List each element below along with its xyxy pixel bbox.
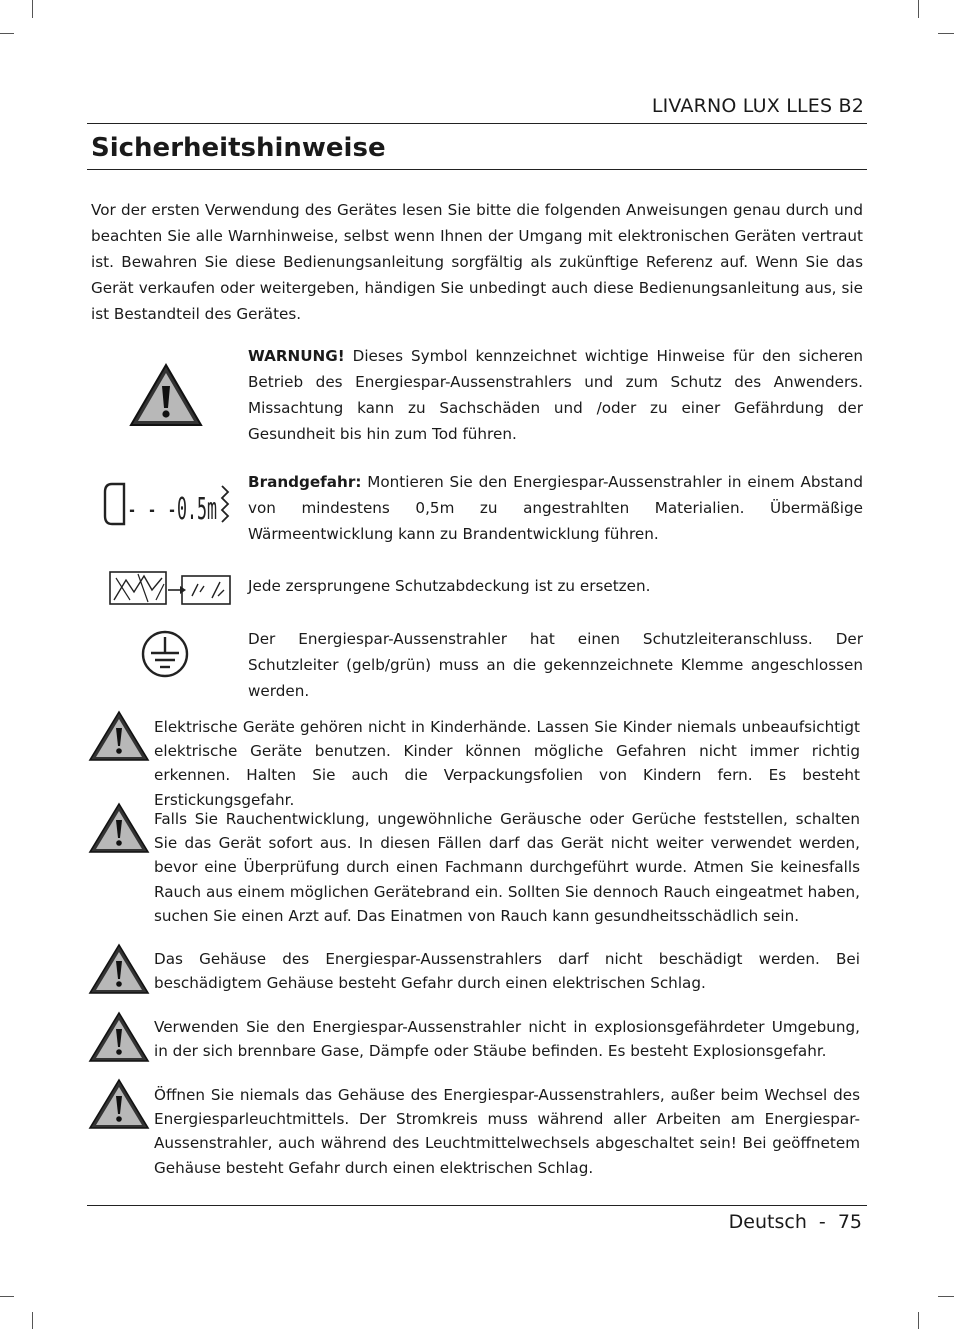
title-rule xyxy=(87,169,867,170)
warning-description: Dieses Symbol kennzeichnet wichtige Hinweise für den sicheren Betrieb des Energiespar-Aussenstrahlers und zum Schutz des Anwenders. Missachtung kann zu Sachschäden und /oder zu einer Gefährdung der Gesundheit bis hin zum Tod führen. xyxy=(248,347,863,443)
crop-mark xyxy=(938,33,954,34)
warning-triangle-icon xyxy=(88,802,150,854)
footer-language: Deutsch xyxy=(728,1211,807,1233)
fire-symbol-text xyxy=(248,469,863,547)
warning-item: Das Gehäuse des Energiespar-Aussenstrahlers darf nicht beschädigt werden. Bei beschädigtem Gehäuse besteht Gefahr durch einen elektrischen Schlag. xyxy=(154,950,860,993)
footer-separator: - xyxy=(818,1211,826,1233)
distance-0-5m-icon xyxy=(102,478,232,530)
warning-symbol-text xyxy=(248,343,863,447)
warning-item: Falls Sie Rauchentwicklung, ungewöhnliche Geräusche oder Gerüche feststellen, schalten Sie das Gerät sofort aus. In diesen Fällen darf das Gerät nicht weiter verwendet werden, bevor eine Überprüfung durch einen Fachmann durchgeführt wurde. Atmen Sie keinesfalls Rauch aus einem möglichen Gerätebrand ein. Sollten Sie dennoch Rauch eingeatmet haben, suchen Sie einen Arzt auf. Das Einatmen von Rauch kann gesundheitsschädlich sein. xyxy=(154,810,860,925)
warning-triangle-icon xyxy=(88,943,150,995)
distance-label: - - -0.5m xyxy=(127,492,217,527)
page-title: Sicherheitshinweise xyxy=(91,133,386,163)
warning-triangle-icon xyxy=(88,1011,150,1063)
warning-item: Öffnen Sie niemals das Gehäuse des Energiespar-Aussenstrahlers, außer beim Wechsel des Energiesparleuchtmittels. Der Stromkreis muss während aller Arbeiten am Energiespar-Aussenstrahler, auch während des Leuchtmittelwechsels abgeschaltet sein! Bei geöffnetem Gehäuse besteht Gefahr durch einen elektrischen Schlag. xyxy=(154,1086,860,1177)
header-rule xyxy=(87,123,867,124)
warning-item: Verwenden Sie den Energiespar-Aussenstrahler nicht in explosionsgefährdeter Umgebung, in der sich brennbare Gase, Dämpfe oder Stäube befinden. Es besteht Explosionsgefahr. xyxy=(154,1018,860,1061)
footer-rule xyxy=(87,1205,867,1206)
crop-mark xyxy=(32,0,33,18)
fire-label: Brandgefahr: xyxy=(248,473,362,491)
crop-mark xyxy=(0,1296,14,1297)
crop-mark xyxy=(32,1312,33,1329)
crop-mark xyxy=(918,1312,919,1329)
crop-mark xyxy=(918,0,919,18)
intro-paragraph: Vor der ersten Verwendung des Gerätes lesen Sie bitte die folgenden Anweisungen genau durch und beachten Sie alle Warnhinweise, selbst wenn Ihnen der Umgang mit elektronischen Geräten vertraut ist. Bewahren Sie diese Bedienungsanleitung sorgfältig als zukünftige Referenz auf. Wenn Sie das Gerät verkaufen oder weitergeben, händigen Sie unbedingt auch diese Bedienungsanleitung aus, sie ist Bestandteil des Gerätes. xyxy=(91,201,863,323)
warning-label: WARNUNG! xyxy=(248,347,345,365)
page-number: 75 xyxy=(837,1211,862,1233)
ground-symbol-text: Der Energiespar-Aussenstrahler hat einen Schutzleiteranschluss. Der Schutzleiter (gelb/grün) muss an die gekennzeichnete Klemme angeschlossen werden. xyxy=(248,630,863,700)
glass-symbol-text: Jede zersprungene Schutzabdeckung ist zu ersetzen. xyxy=(248,577,651,595)
protective-earth-icon xyxy=(139,629,191,679)
header-product-name: LIVARNO LUX LLES B2 xyxy=(651,95,864,117)
crop-mark xyxy=(0,33,14,34)
warning-item: Elektrische Geräte gehören nicht in Kinderhände. Lassen Sie Kinder niemals unbeaufsichtigt elektrische Geräte benutzen. Kinder können mögliche Gefahren nicht immer richtig erkennen. Halten Sie auch die Verpackungsfolien von Kindern fern. Es besteht Erstickungsgefahr. xyxy=(154,718,860,809)
warning-triangle-icon xyxy=(88,1078,150,1130)
page-footer xyxy=(729,1211,862,1233)
fire-description: Montieren Sie den Energiespar-Aussenstrahler in einem Abstand von mindestens 0,5m zu angestrahlten Materialien. Übermäßige Wärmeentwicklung kann zu Brandentwicklung führen. xyxy=(248,473,864,543)
warning-triangle-icon xyxy=(128,362,204,428)
crop-mark xyxy=(938,1296,954,1297)
warning-triangle-icon xyxy=(88,710,150,762)
broken-glass-replace-icon xyxy=(108,570,234,606)
